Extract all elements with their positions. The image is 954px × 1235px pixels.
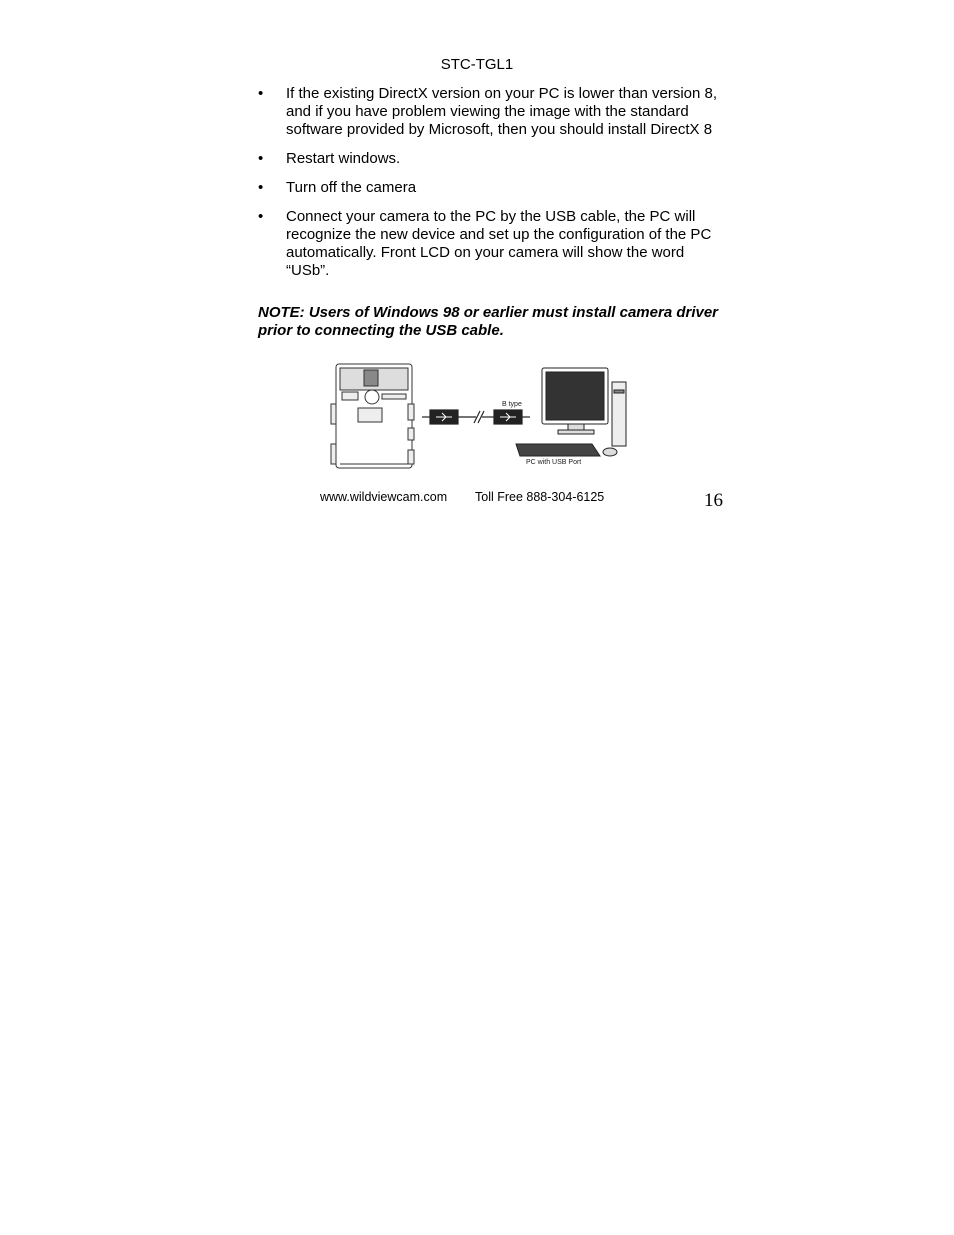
list-item bbox=[258, 85, 728, 140]
cable-type-label: B type bbox=[502, 401, 522, 408]
pc-label: PC with USB Port bbox=[526, 459, 582, 466]
list-item bbox=[258, 208, 728, 281]
page-header-model: STC-TGL1 bbox=[440, 56, 514, 73]
list-item-text: Restart windows. bbox=[286, 150, 401, 168]
list-item bbox=[258, 179, 728, 197]
list-item bbox=[258, 150, 728, 168]
bullet-icon: • bbox=[258, 85, 264, 102]
list-item-text: Connect your camera to the PC by the USB cable, the PC will recognize the new device and set up the configuration of the PC automatically. Front LCD on your camera will show the word “USb”. bbox=[286, 207, 712, 280]
bullet-icon: • bbox=[258, 179, 264, 196]
usb-connection-figure bbox=[330, 360, 630, 472]
trail-camera-icon bbox=[331, 364, 414, 468]
desktop-pc-icon bbox=[516, 368, 626, 456]
footer-phone: Toll Free 888-304-6125 bbox=[475, 490, 605, 504]
footer-website: www.wildviewcam.com bbox=[320, 490, 448, 504]
list-item-text: Turn off the camera bbox=[286, 179, 417, 196]
bullet-icon: • bbox=[258, 207, 264, 225]
usb-cable-icon bbox=[422, 410, 530, 424]
list-item-text: If the existing DirectX version on your PC is lower than version 8, and if you have problem viewing the image with the standard software provided by Microsoft, then you should install DirectX 8 bbox=[286, 85, 718, 139]
usb-driver-note: NOTE: Users of Windows 98 or earlier must install camera driver prior to connecting the USB cable. bbox=[258, 304, 719, 340]
instruction-list bbox=[258, 85, 728, 291]
bullet-icon: • bbox=[258, 150, 264, 168]
page-number: 16 bbox=[704, 490, 723, 511]
